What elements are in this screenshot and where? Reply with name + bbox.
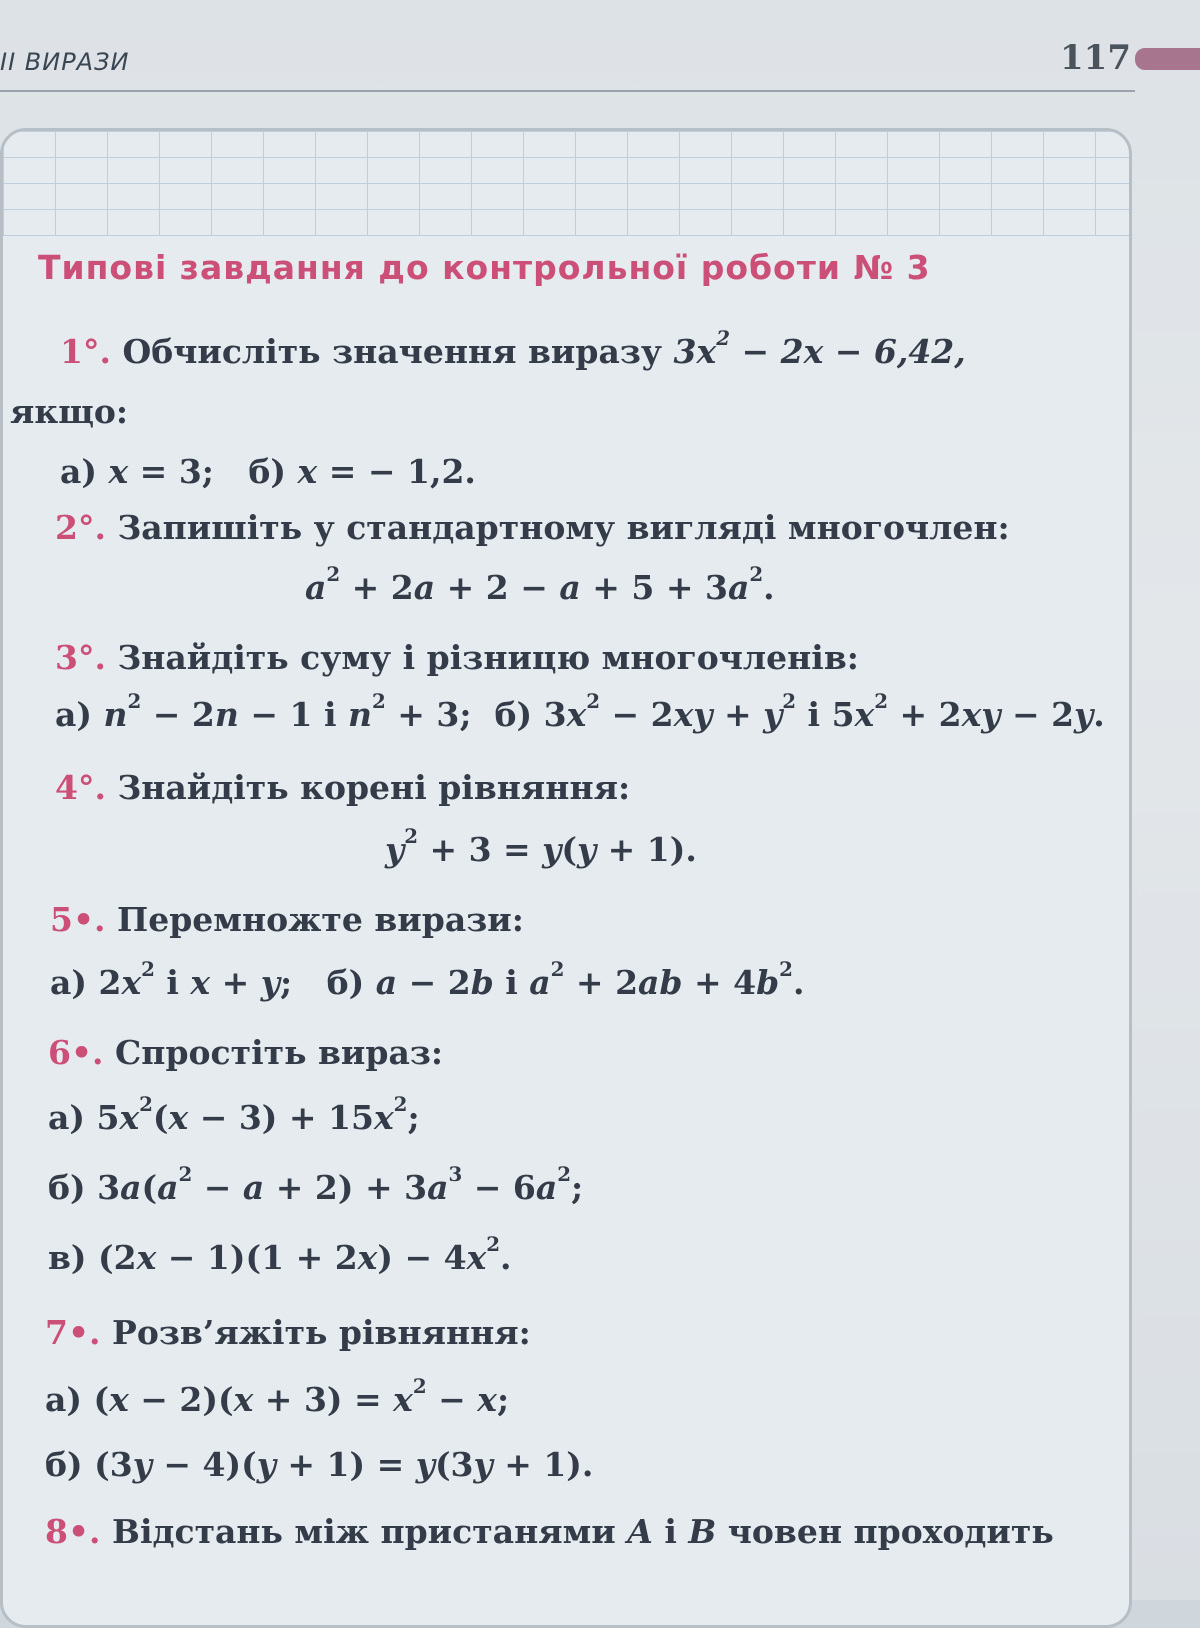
task-1-continuation: якщо: — [10, 392, 129, 431]
task-number: 5•. — [50, 900, 106, 939]
task-3-parts: а) $n^2 - 2n - 1$ і $n^2 + 3$; б) $3x^2 - 2xy + y^2$ і $5x^2 + 2xy - 2y$. — [55, 689, 1105, 734]
task-text: Обчисліть значення виразу — [122, 332, 663, 371]
task-number: 3°. — [55, 638, 106, 677]
task-text: Знайдіть корені рівняння: — [117, 768, 631, 807]
task-text: Знайдіть суму і різницю многочленів: — [117, 638, 859, 677]
task-7-statement — [45, 1313, 531, 1352]
task-5-statement — [50, 900, 524, 939]
task-text: Відстань між пристанями A і B човен проходить — [112, 1512, 1054, 1551]
task-number: 1°. — [60, 332, 111, 371]
task-6-item-a: а) $5x^2(x - 3) + 15x^2$; — [48, 1092, 420, 1137]
task-7-item-b: б) (3y − 4)(y + 1) = y(3y + 1). — [45, 1445, 594, 1484]
task-2-statement — [55, 508, 1010, 547]
grid-pattern — [3, 131, 1129, 236]
task-number: 7•. — [45, 1313, 101, 1352]
page-header — [0, 30, 1200, 100]
section-title: Типові завдання до контрольної роботи № 3 — [38, 248, 931, 287]
task-4-equation: $y^2 + 3 = y(y + 1)$. — [385, 824, 697, 869]
task-7-item-a: а) $(x - 2)(x + 3) = x^2 - x$; — [45, 1374, 510, 1419]
task-4-statement — [55, 768, 630, 807]
task-number: 2°. — [55, 508, 106, 547]
page-tab-marker — [1135, 48, 1200, 70]
task-number: 8•. — [45, 1512, 101, 1551]
task-text: Перемножте вирази: — [117, 900, 524, 939]
task-6-statement — [48, 1033, 443, 1072]
task-text: Спростіть вираз: — [115, 1033, 444, 1072]
task-6-item-c: в) $(2x - 1)(1 + 2x) - 4x^2$. — [48, 1232, 512, 1277]
task-text: Запишіть у стандартному вигляді многочлен: — [117, 508, 1010, 547]
task-number: 4°. — [55, 768, 106, 807]
task-text: Розв’яжіть рівняння: — [112, 1313, 531, 1352]
task-1-parts: а) x = 3; б) x = − 1,2. — [60, 452, 476, 491]
header-divider — [0, 90, 1135, 92]
task-6-item-b: б) $3a(a^2 - a + 2) + 3a^3 - 6a^2$; — [48, 1162, 584, 1207]
task-3-statement — [55, 638, 859, 677]
task-8-statement — [45, 1512, 1054, 1551]
task-number: 6•. — [48, 1033, 104, 1072]
task-2-expression: $a^2 + 2a + 2 - a + 5 + 3a^2$. — [305, 562, 775, 607]
task-1-statement — [60, 326, 966, 371]
page-number: 117 — [1060, 38, 1131, 78]
task-5-parts: а) $2x^2$ і x + y; б) a − 2b і $a^2 + 2ab + 4b^2$. — [50, 957, 805, 1002]
task-expression: $3x^2 - 2x - 6,42$, — [673, 326, 966, 371]
section-name: ІІ ВИРАЗИ — [0, 48, 130, 76]
